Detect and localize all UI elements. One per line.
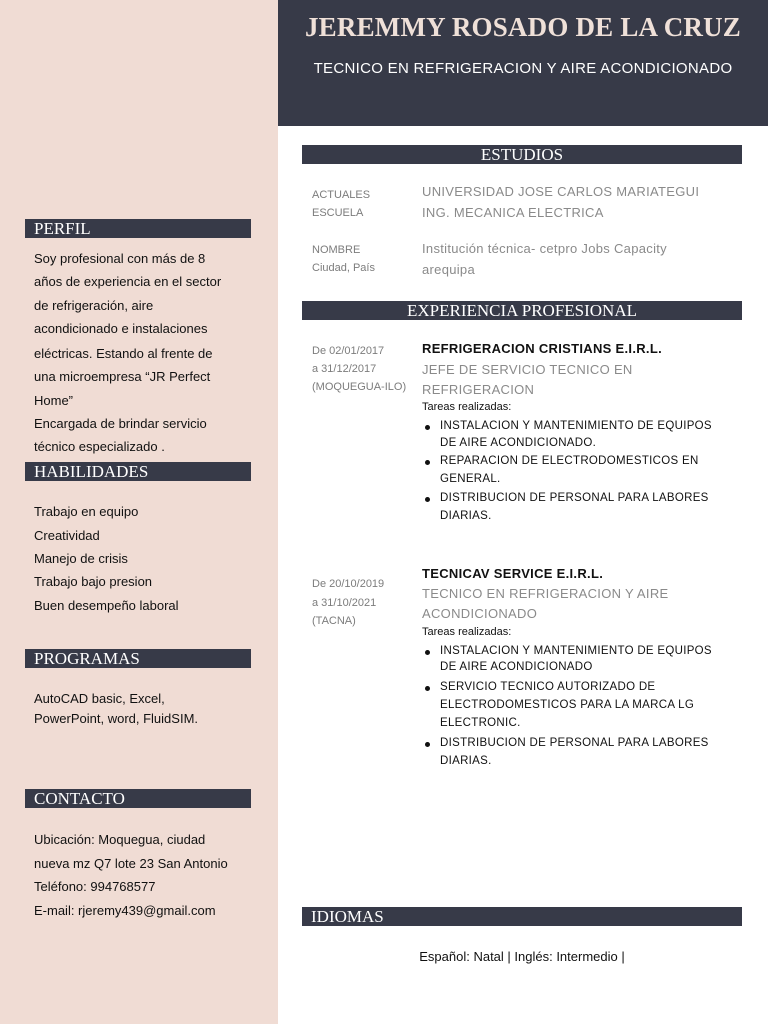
perfil-line: una microempresa “JR Perfect — [34, 369, 211, 384]
perfil-line: Home” — [34, 393, 74, 408]
estudios-heading: ESTUDIOS — [302, 145, 742, 164]
perfil-line: técnico especializado . — [34, 439, 165, 454]
bullet-icon — [425, 425, 433, 433]
task-line: DISTRIBUCION DE PERSONAL PARA LABORES — [440, 737, 709, 749]
programas-line: AutoCAD basic, Excel, — [34, 691, 165, 706]
perfil-line: de refrigeración, aire — [34, 298, 154, 313]
tasks-label: Tareas realizadas: — [422, 401, 512, 413]
task-line: DIARIAS. — [440, 755, 492, 767]
contact-location: Ubicación: Moquegua, ciudad — [34, 832, 206, 847]
task-line: REPARACION DE ELECTRODOMESTICOS EN — [440, 455, 699, 467]
estudios-value: UNIVERSIDAD JOSE CARLOS MARIATEGUI — [422, 184, 700, 199]
task-line: DE AIRE ACONDICIONADO — [440, 661, 593, 673]
job-title: ACONDICIONADO — [422, 606, 538, 621]
perfil-line: eléctricas. Estando al frente de — [34, 346, 213, 361]
job-date: a 31/12/2017 — [312, 363, 377, 375]
experiencia-heading: EXPERIENCIA PROFESIONAL — [302, 301, 742, 320]
bullet-icon — [425, 497, 433, 505]
programas-line: PowerPoint, word, FluidSIM. — [34, 711, 199, 726]
skill-item: Trabajo bajo presion — [34, 574, 153, 589]
skill-item: Creatividad — [34, 528, 100, 543]
perfil-line: acondicionado e instalaciones — [34, 321, 208, 336]
estudios-value: ING. MECANICA ELECTRICA — [422, 205, 604, 220]
job-title: JEFE DE SERVICIO TECNICO EN — [422, 362, 633, 377]
idiomas-text: Español: Natal | Inglés: Intermedio | — [419, 949, 625, 964]
job-date: De 20/10/2019 — [312, 578, 385, 590]
bullet-icon — [425, 686, 433, 694]
task-line: DIARIAS. — [440, 510, 492, 522]
perfil-line: Soy profesional con más de 8 — [34, 251, 206, 266]
job-date: De 02/01/2017 — [312, 345, 385, 357]
contact-phone: Teléfono: 994768577 — [34, 879, 156, 894]
job-title: REFRIGERACION — [422, 382, 535, 397]
job-company: REFRIGERACION CRISTIANS E.I.R.L. — [422, 341, 663, 356]
estudios-value: arequipa — [422, 262, 475, 277]
programas-heading: PROGRAMAS — [25, 649, 251, 668]
task-line: INSTALACION Y MANTENIMIENTO DE EQUIPOS — [440, 645, 712, 657]
contact-email[interactable]: E-mail: rjeremy439@gmail.com — [34, 903, 216, 918]
candidate-name: JEREMMY ROSADO DE LA CRUZ — [304, 12, 742, 42]
task-line: DISTRIBUCION DE PERSONAL PARA LABORES — [440, 492, 709, 504]
task-line: ELECTRONIC. — [440, 717, 521, 729]
task-line: ELECTRODOMESTICOS PARA LA MARCA LG — [440, 699, 695, 711]
task-line: SERVICIO TECNICO AUTORIZADO DE — [440, 681, 656, 693]
job-date: a 31/10/2021 — [312, 597, 377, 609]
job-title: TECNICO EN REFRIGERACION Y AIRE — [422, 586, 669, 601]
job-location: (TACNA) — [312, 615, 356, 627]
perfil-line: años de experiencia en el sector — [34, 274, 222, 289]
contact-address: nueva mz Q7 lote 23 San Antonio — [34, 856, 228, 871]
estudios-label: ACTUALES — [312, 189, 371, 201]
skill-item: Trabajo en equipo — [34, 504, 139, 519]
task-line: DE AIRE ACONDICIONADO. — [440, 437, 597, 449]
bullet-icon — [425, 742, 433, 750]
task-line: INSTALACION Y MANTENIMIENTO DE EQUIPOS — [440, 420, 712, 432]
estudios-label: Ciudad, País — [312, 262, 375, 274]
skill-item: Buen desempeño laboral — [34, 598, 179, 613]
task-line: GENERAL. — [440, 473, 501, 485]
job-location: (MOQUEGUA-ILO) — [312, 381, 407, 393]
skill-item: Manejo de crisis — [34, 551, 128, 566]
contacto-heading: CONTACTO — [25, 789, 251, 808]
idiomas-heading: IDIOMAS — [302, 907, 742, 926]
estudios-label: NOMBRE — [312, 244, 361, 256]
perfil-heading: PERFIL — [25, 219, 251, 238]
estudios-value: Institución técnica- cetpro Jobs Capacity — [422, 241, 667, 256]
perfil-line: Encargada de brindar servicio — [34, 416, 207, 431]
bullet-icon — [425, 460, 433, 468]
estudios-label: ESCUELA — [312, 207, 364, 219]
tasks-label: Tareas realizadas: — [422, 626, 512, 638]
bullet-icon — [425, 650, 433, 658]
habilidades-heading: HABILIDADES — [25, 462, 251, 481]
job-company: TECNICAV SERVICE E.I.R.L. — [422, 566, 604, 581]
candidate-role: TECNICO EN REFRIGERACION Y AIRE ACONDICIONADO — [313, 60, 733, 77]
